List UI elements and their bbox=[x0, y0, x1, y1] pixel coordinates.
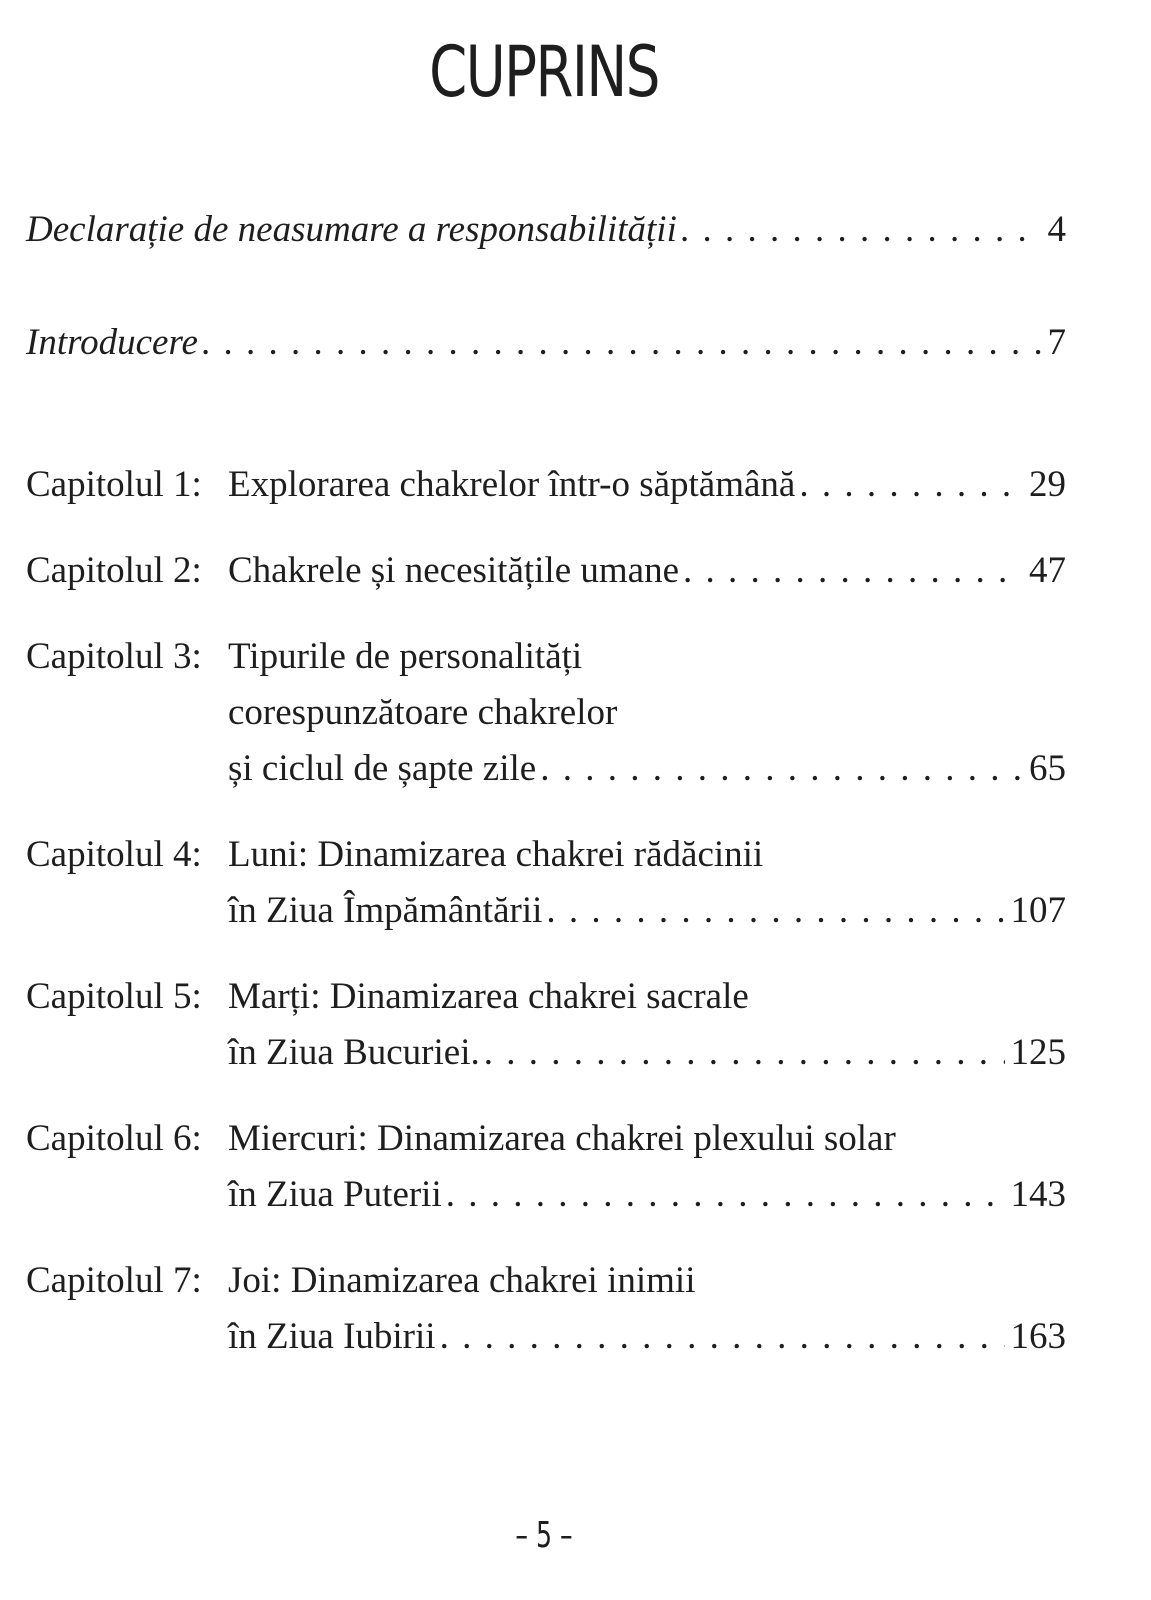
chapter-label: Capitolul 3: bbox=[26, 636, 202, 677]
dot-leader bbox=[799, 460, 1023, 510]
toc-page-number: 143 bbox=[1010, 1174, 1066, 1215]
toc-entry-introduction[interactable] bbox=[26, 318, 1066, 368]
toc-entry-chapter-3-line-2 bbox=[228, 688, 1066, 738]
toc-entry-chapter-3[interactable] bbox=[26, 632, 1066, 682]
toc-entry-chapter-5-line-2 bbox=[228, 1028, 1066, 1078]
toc-entry-title: în Ziua Bucuriei. bbox=[228, 1032, 480, 1073]
chapter-label: Capitolul 5: bbox=[26, 976, 202, 1017]
dot-leader bbox=[546, 886, 1004, 936]
toc-entry-title: Marți: Dinamizarea chakrei sacrale bbox=[228, 976, 749, 1017]
toc-entry-chapter-6[interactable] bbox=[26, 1114, 1066, 1164]
chapter-label: Capitolul 2: bbox=[26, 550, 202, 591]
toc-entry-title: Tipurile de personalități bbox=[228, 636, 583, 677]
chapter-label: Capitolul 4: bbox=[26, 834, 202, 875]
toc-entry-chapter-5[interactable] bbox=[26, 972, 1066, 1022]
toc-entry-chapter-6-line-2 bbox=[228, 1170, 1066, 1220]
toc-page-number: 125 bbox=[1010, 1032, 1066, 1073]
toc-page-number: 4 bbox=[1047, 209, 1066, 250]
toc-entry-title: Chakrele și necesitățile umane bbox=[228, 550, 680, 591]
toc-entry-chapter-7[interactable] bbox=[26, 1256, 1066, 1306]
toc-page-number: 65 bbox=[1029, 748, 1066, 789]
dot-leader bbox=[202, 318, 1042, 368]
toc-entry-title: Explorarea chakrelor într-o săptămână bbox=[228, 464, 796, 505]
toc-entry-chapter-3-line-3 bbox=[228, 744, 1066, 794]
dot-leader bbox=[540, 744, 1023, 794]
page-number: – 5 – bbox=[515, 1515, 573, 1556]
dot-leader bbox=[484, 1028, 1005, 1078]
toc-entry-title: în Ziua Puterii bbox=[228, 1174, 442, 1215]
toc-entry-title: Joi: Dinamizarea chakrei inimii bbox=[228, 1260, 696, 1301]
toc-page-number: 107 bbox=[1010, 890, 1066, 931]
toc-entry-title: în Ziua Împământării bbox=[228, 890, 543, 931]
toc-entry-chapter-4-line-2 bbox=[228, 886, 1066, 936]
toc-entry-title: Introducere bbox=[26, 322, 198, 363]
toc-entry-chapter-2[interactable] bbox=[26, 546, 1066, 596]
toc-entry-title: în Ziua Iubirii bbox=[228, 1316, 436, 1357]
dot-leader bbox=[440, 1312, 1005, 1362]
toc-page-number: 47 bbox=[1029, 550, 1066, 591]
chapter-label: Capitolul 6: bbox=[26, 1118, 202, 1159]
page-title: CUPRINS bbox=[429, 31, 659, 113]
toc-page-number: 29 bbox=[1029, 464, 1066, 505]
dot-leader bbox=[683, 546, 1023, 596]
toc-entry-title: Luni: Dinamizarea chakrei rădăcinii bbox=[228, 834, 764, 875]
toc-entry-title: corespunzătoare chakrelor bbox=[228, 692, 618, 733]
toc-entry-title: Declarație de neasumare a responsabilității bbox=[26, 209, 677, 250]
toc-entry-chapter-7-line-2 bbox=[228, 1312, 1066, 1362]
chapter-label: Capitolul 1: bbox=[26, 464, 202, 505]
toc-page-number: 163 bbox=[1010, 1316, 1066, 1357]
toc-entry-chapter-4[interactable] bbox=[26, 830, 1066, 880]
toc-entry-chapter-1[interactable] bbox=[26, 460, 1066, 510]
dot-leader bbox=[681, 205, 1042, 255]
chapter-label: Capitolul 7: bbox=[26, 1260, 202, 1301]
toc-entry-disclaimer[interactable] bbox=[26, 205, 1066, 255]
toc-page-number: 7 bbox=[1047, 322, 1066, 363]
toc-entry-title: Miercuri: Dinamizarea chakrei plexului solar bbox=[228, 1118, 896, 1159]
toc-entry-title: și ciclul de șapte zile bbox=[228, 748, 537, 789]
dot-leader bbox=[446, 1170, 1005, 1220]
